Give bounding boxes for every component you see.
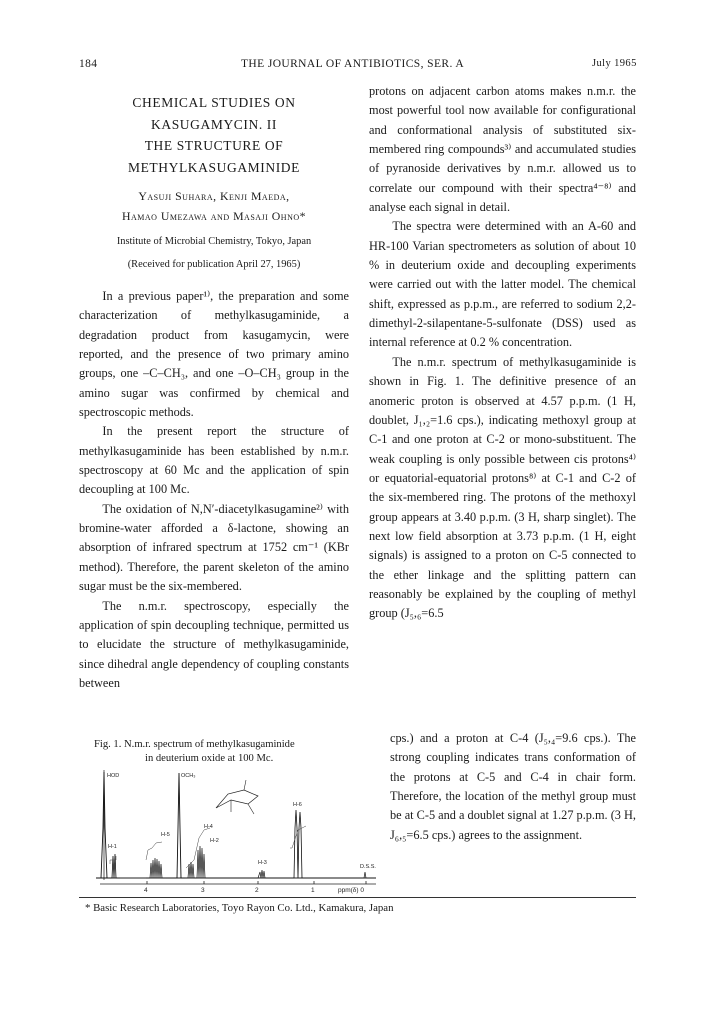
paragraph-nmr-intro: The n.m.r. spectroscopy, especially the application of spin decoupling technique, permitted us to elucidate the structure of methylkasugaminide, since dihedral angle dependency of coupling constants between bbox=[79, 598, 349, 690]
footnote-rule bbox=[79, 897, 636, 898]
x-tick-label: ppm(δ) 0 bbox=[338, 887, 365, 894]
footnote: * Basic Research Laboratories, Toyo Rayon Co. Ltd., Kamakura, Japan bbox=[85, 902, 394, 914]
title-line: THE STRUCTURE OF bbox=[144, 138, 284, 153]
peak-label-h5: H-5 bbox=[161, 832, 170, 838]
h6-doublet bbox=[286, 810, 310, 878]
h1-peak bbox=[107, 854, 120, 878]
paragraph-nmr-intro-cont: protons on adjacent carbon atoms makes n.m.r. the most powerful tool now available for configurational and conformational analysis of substituted six-membered ring compounds³⁾ and accumulated studies of pyranoside derivatives by n.m.r. allowed us to correlate our compound with their spectra⁴⁻⁸⁾ and analyse each signal in detail. bbox=[369, 84, 636, 215]
paragraph-spectrum-analysis: The n.m.r. spectrum of methylkasugaminide is shown in Fig. 1. The definitive presence of an anomeric proton is observed at 4.57 p.p.m. (1 H, doublet, J₁,₂=1.6 cps.), indicating methoxyl group at C-1 and one proton at C-2 or mono-substituent. The weak coupling is only possible between cis protons⁴⁾ or equatorial-equatorial protons⁸⁾ at C-1 and C-2 of the six-membered ring. The protons of the methoxyl group appears at 3.40 p.p.m. (3 H, sharp singlet). The next low field absorption at 3.73 p.p.m. (1 H, eight signals) is assigned to a proton on C-5 connected to the ether linkage and the splitting pattern can reasonably be explained by the coupling of methyl group (J₅,₆=6.5 bbox=[369, 354, 636, 621]
title-line: KASUGAMYCIN. II bbox=[151, 116, 277, 132]
x-tick-label: 2 bbox=[255, 887, 259, 894]
right-column bbox=[369, 82, 636, 624]
issue-date: July 1965 bbox=[592, 58, 637, 69]
caption-line: in deuterium oxide at 100 Mc. bbox=[145, 753, 274, 764]
hod-peak bbox=[96, 772, 107, 878]
integral-trace bbox=[146, 842, 162, 860]
figure-caption bbox=[94, 738, 369, 766]
dss-peak bbox=[310, 872, 376, 878]
nmr-spectrum-figure bbox=[86, 768, 378, 896]
structure-bond bbox=[248, 804, 254, 814]
institute: Institute of Microbial Chemistry, Tokyo, Japan bbox=[116, 236, 312, 247]
journal-title: THE JOURNAL OF ANTIBIOTICS, SER. A bbox=[241, 58, 465, 70]
peak-label-h6: H-6 bbox=[293, 802, 302, 808]
page-number: 184 bbox=[79, 58, 98, 70]
paragraph-intro: In a previous paper¹⁾, the preparation and some characterization of methylkasugaminide, a degradation product from kasugamycin, were reported, and the presence of two primary amino groups, one –C–CH₃, and one –O–CH₃ group in the amino sugar was confirmed by chemical and spectroscopic methods. bbox=[79, 289, 349, 420]
authors-line-2: Hamao Umezawa and Masaji Ohno* bbox=[121, 208, 307, 223]
title-line: METHYLKASUGAMINIDE bbox=[127, 159, 301, 175]
x-tick-label: 3 bbox=[201, 887, 205, 894]
authors-line-1: Yasuji Suhara, Kenji Maeda, bbox=[138, 189, 290, 203]
peak-label-h2: H-2 bbox=[210, 838, 219, 844]
peak-label-h4: H-4 bbox=[204, 824, 213, 830]
och3-peak bbox=[166, 773, 185, 878]
integral-trace bbox=[290, 826, 306, 848]
received-date: (Received for publication April 27, 1965) bbox=[127, 259, 301, 270]
right-column-continued bbox=[390, 729, 636, 845]
chair-structure-sketch bbox=[216, 790, 258, 808]
paragraph-oxidation: The oxidation of N,N′-diacetylkasugamine²⁾ with bromine-water afforded a δ-lactone, showing an absorption of infrared spectrum at 1752 cm⁻¹ (KBr method). Therefore, the parent skeleton of the amino sugar must be the six-membered. bbox=[79, 501, 349, 594]
peak-label-h3: H-3 bbox=[258, 860, 267, 866]
left-column bbox=[79, 92, 349, 693]
article-title bbox=[79, 92, 349, 178]
x-tick-label: 4 bbox=[144, 887, 148, 894]
h3-multiplet bbox=[209, 870, 286, 878]
structure-bond bbox=[244, 780, 246, 790]
paragraph-spectrum-analysis-cont: cps.) and a proton at C-4 (J₅,₄=9.6 cps.). The strong coupling indicates trans conformation of the protons at C-5 and C-4 in chair form. Therefore, the location of the methyl group must be at C-5 and a doublet signal at 1.27 p.p.m. (3 H, J₆,₅=6.5 cps.) agrees to the assignment. bbox=[390, 731, 636, 842]
peak-label-h1: H-1 bbox=[108, 844, 117, 850]
title-line: CHEMICAL STUDIES ON bbox=[132, 95, 296, 110]
h5-multiplet bbox=[146, 858, 166, 878]
x-tick-label: 1 bbox=[311, 887, 315, 894]
integral-trace bbox=[186, 828, 210, 868]
peak-label-hod: HOD bbox=[107, 773, 120, 779]
paragraph-spectra-method: The spectra were determined with an A-60 and HR-100 Varian spectrometers as solution of about 10 % in deuterium oxide and decoupling experiments were carried out with the latter model. The chemical shift, expressed as p.p.m., are referred to sodium 2,2-dimethyl-2-silapentane-5-sulfonate (DSS) used as internal reference at 0.2 % concentration. bbox=[369, 219, 636, 350]
caption-line: Fig. 1. N.m.r. spectrum of methylkasugaminide bbox=[94, 739, 295, 750]
peak-label-och3: OCH₃ bbox=[181, 773, 196, 779]
paragraph-present-report: In the present report the structure of methylkasugaminide has been established by n.m.r. spectroscopy at 60 Mc and the application of spin decoupling at 100 Mc. bbox=[79, 424, 349, 497]
h4-h2-multiplet bbox=[185, 846, 209, 878]
peak-label-dss: D.S.S. bbox=[360, 864, 376, 870]
